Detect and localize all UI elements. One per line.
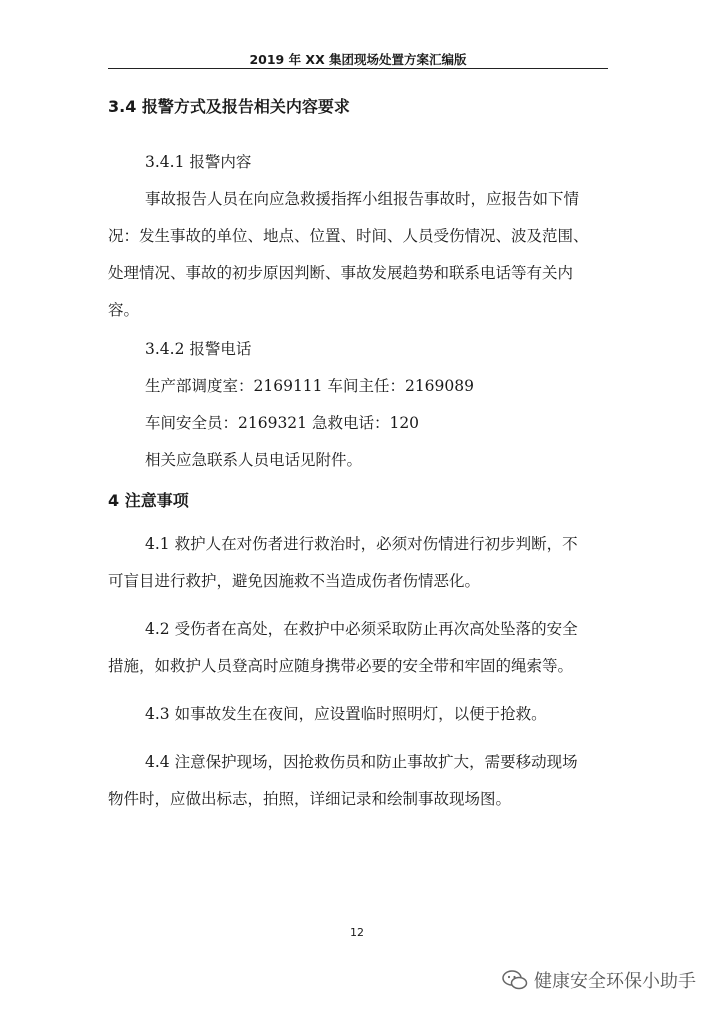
list-item-line: 4.2 受伤者在高处，在救护中必须采取防止再次高处坠落的安全 bbox=[145, 620, 578, 638]
subsection-3-4-2-heading: 3.4.2 报警电话 bbox=[145, 340, 252, 358]
paragraph-line: 容。 bbox=[108, 301, 140, 319]
header-rule bbox=[108, 68, 608, 69]
subsection-3-4-1-heading: 3.4.1 报警内容 bbox=[145, 153, 252, 171]
phone-line: 车间安全员：2169321 急救电话：120 bbox=[145, 414, 420, 432]
list-item-line: 4.3 如事故发生在夜间，应设置临时照明灯，以便于抢救。 bbox=[145, 705, 547, 723]
contact-note: 相关应急联系人员电话见附件。 bbox=[145, 451, 363, 469]
paragraph-line: 事故报告人员在向应急救援指挥小组报告事故时，应报告如下情 bbox=[145, 190, 580, 208]
paragraph-line: 处理情况、事故的初步原因判断、事故发展趋势和联系电话等有关内 bbox=[108, 264, 574, 282]
list-item-line: 措施，如救护人员登高时应随身携带必要的安全带和牢固的绳索等。 bbox=[108, 657, 574, 675]
list-item-line: 物件时，应做出标志，拍照，详细记录和绘制事故现场图。 bbox=[108, 790, 512, 808]
watermark-text: 健康安全环保小助手 bbox=[534, 971, 696, 992]
paragraph-line: 况：发生事故的单位、地点、位置、时间、人员受伤情况、波及范围、 bbox=[108, 227, 589, 245]
list-item-line: 4.1 救护人在对伤者进行救治时，必须对伤情进行初步判断，不 bbox=[145, 535, 578, 553]
list-item-line: 可盲目进行救护，避免因施救不当造成伤者伤情恶化。 bbox=[108, 572, 481, 590]
section-3-4-heading: 3.4 报警方式及报告相关内容要求 bbox=[108, 97, 350, 116]
wechat-icon bbox=[502, 970, 528, 990]
phone-line: 生产部调度室：2169111 车间主任：2169089 bbox=[145, 377, 474, 395]
header-title: 2019 年 XX 集团现场处置方案汇编版 bbox=[249, 52, 467, 67]
watermark bbox=[502, 967, 696, 993]
page-number: 12 bbox=[350, 926, 364, 939]
section-4-heading: 4 注意事项 bbox=[108, 491, 189, 510]
list-item-line: 4.4 注意保护现场，因抢救伤员和防止事故扩大，需要移动现场 bbox=[145, 753, 578, 771]
